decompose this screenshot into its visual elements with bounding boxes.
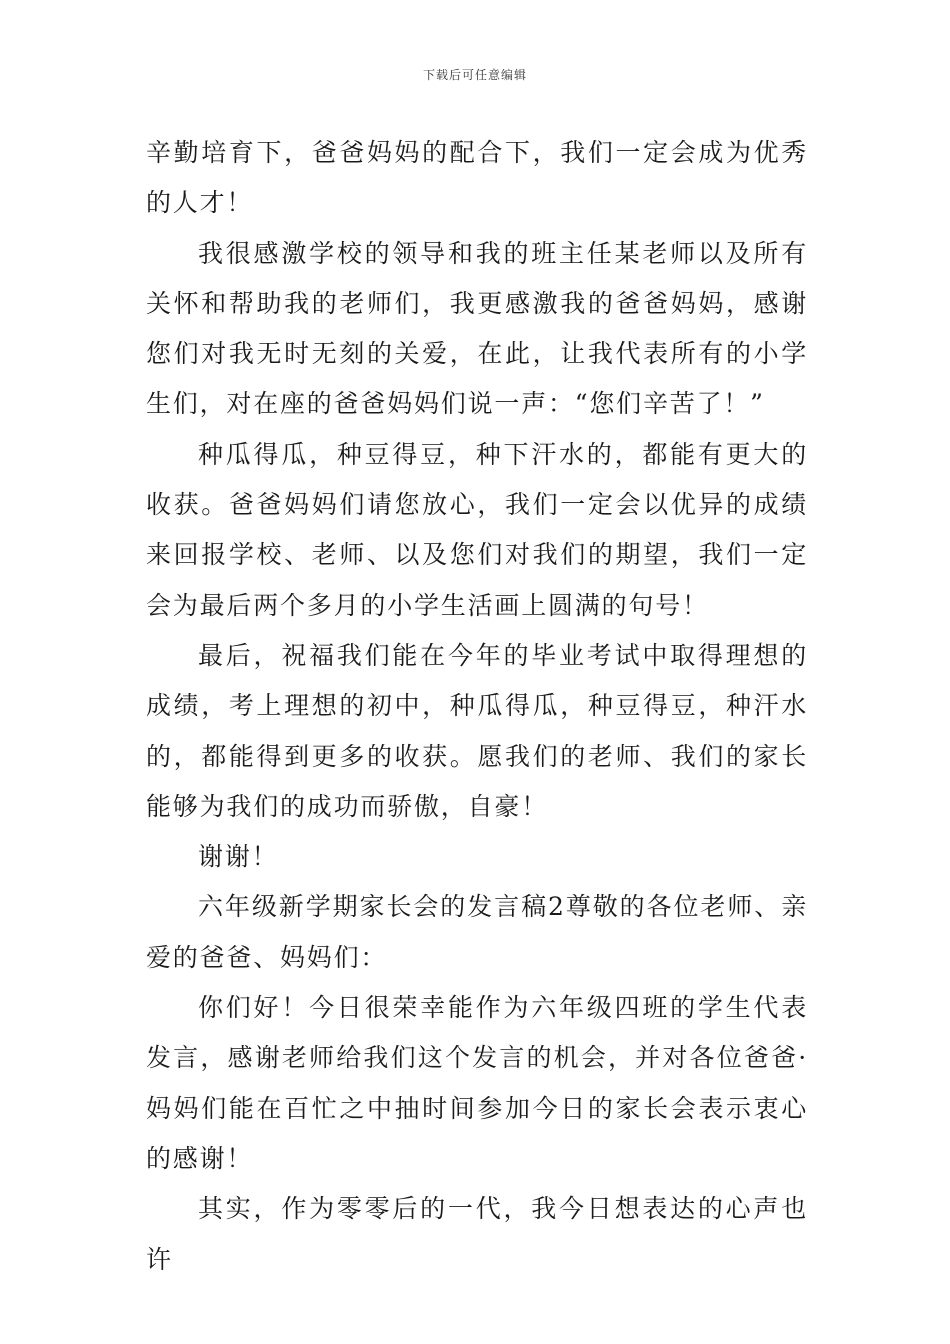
paragraph-speech-2-greeting: 六年级新学期家长会的发言稿2尊敬的各位老师、亲爱的爸爸、妈妈们： [146, 892, 808, 972]
paragraph-harvest: 种瓜得瓜，种豆得豆，种下汗水的，都能有更大的收获。爸爸妈妈们请您放心，我们一定会以优异的成绩来回报学校、老师、以及您们对我们的期望，我们一定会为最后两个多月的小学生活画上圆满的句号！ [146, 439, 808, 620]
document-body [146, 128, 808, 1285]
paragraph-blessing: 最后，祝福我们能在今年的毕业考试中取得理想的成绩，考上理想的初中，种瓜得瓜，种豆得豆，种汗水的，都能得到更多的收获。愿我们的老师、我们的家长能够为我们的成功而骄傲，自豪！ [146, 640, 808, 821]
paragraph-speech-2-body: 其实，作为零零后的一代，我今日想表达的心声也许 [146, 1194, 808, 1274]
paragraph-continuation: 辛勤培育下，爸爸妈妈的配合下，我们一定会成为优秀的人才！ [146, 138, 808, 218]
paragraph-speech-2-intro: 你们好！今日很荣幸能作为六年级四班的学生代表发言，感谢老师给我们这个发言的机会，并对各位爸爸·妈妈们能在百忙之中抽时间参加今日的家长会表示衷心的感谢！ [146, 993, 808, 1173]
paragraph-gratitude: 我很感激学校的领导和我的班主任某老师以及所有关怀和帮助我的老师们，我更感激我的爸爸妈妈，感谢您们对我无时无刻的关爱，在此，让我代表所有的小学生们，对在座的爸爸妈妈们说一声：“您们辛苦了！” [146, 238, 808, 419]
page-header-note: 下载后可任意编辑 [422, 68, 527, 82]
paragraph-thanks: 谢谢！ [198, 842, 279, 872]
